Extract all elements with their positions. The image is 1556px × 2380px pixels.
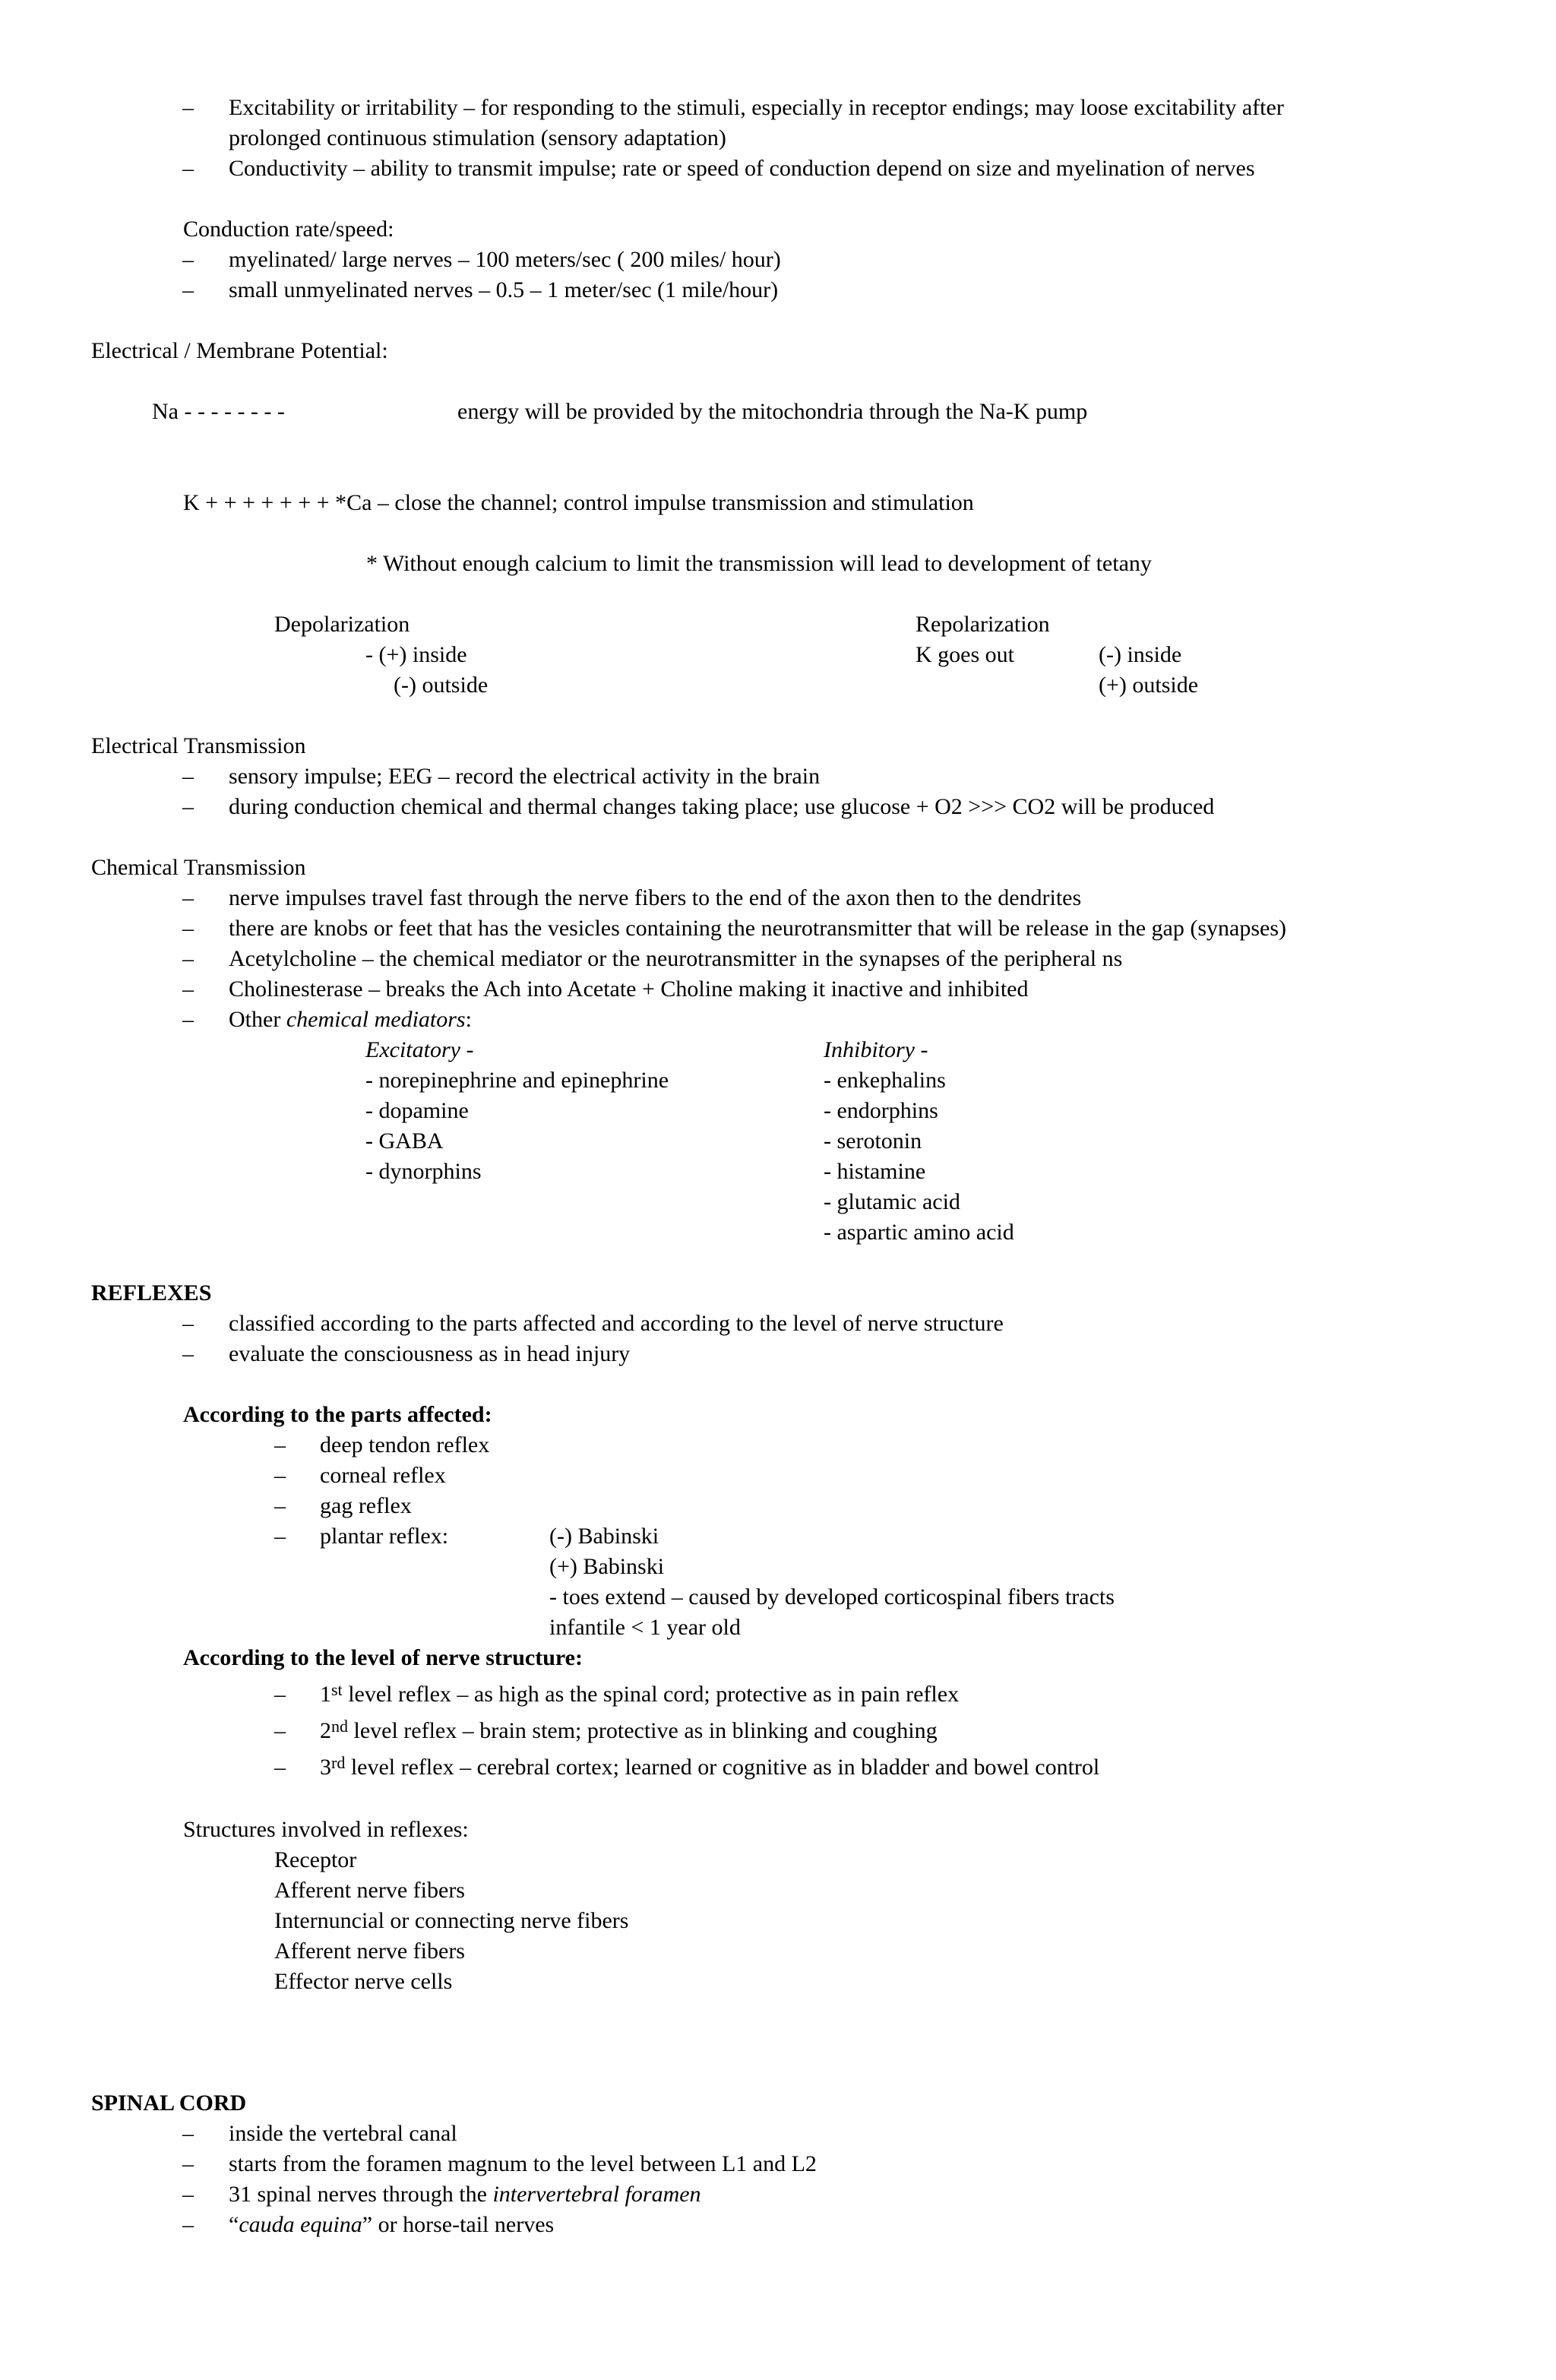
- reflexes-item-2: evaluate the consciousness as in head injury: [229, 1341, 631, 1366]
- level-1-suffix: st: [331, 1680, 343, 1699]
- bullet-dash: –: [274, 1718, 286, 1743]
- level-1-text: level reflex – as high as the spinal cord; protective as in pain reflex: [342, 1682, 960, 1707]
- excitatory-item: - dopamine: [365, 1098, 469, 1123]
- bullet-dash: –: [182, 946, 194, 971]
- k-line: K + + + + + + + *Ca – close the channel; control impulse transmission and stimulation: [183, 490, 974, 515]
- bullet-dash: –: [274, 1524, 286, 1549]
- inhibitory-item: - endorphins: [824, 1098, 938, 1123]
- electrical-item-1: sensory impulse; EEG – record the electrical activity in the brain: [229, 764, 821, 789]
- structure-item: Afferent nerve fibers: [274, 1878, 465, 1903]
- chemical-item-5-emphasis: chemical mediators: [286, 1007, 466, 1032]
- bullet-dash: –: [182, 247, 194, 272]
- bullet-dash: –: [274, 1432, 286, 1457]
- bullet-dash: –: [182, 916, 194, 941]
- bullet-dash: –: [182, 2121, 194, 2146]
- structure-item: Afferent nerve fibers: [274, 1938, 465, 1964]
- bullet-dash: –: [182, 976, 194, 1002]
- bullet-dash: –: [182, 1007, 194, 1032]
- level-2-reflex: [320, 1716, 938, 1746]
- repolarization-k: K goes out: [916, 642, 1014, 667]
- babinski-positive: (+) Babinski: [549, 1554, 665, 1579]
- excitatory-heading: Excitatory -: [365, 1037, 474, 1062]
- bullet-dash: –: [182, 156, 194, 181]
- spinal-item-3-prefix: 31 spinal nerves through the: [229, 2182, 493, 2207]
- electrical-item-2: during conduction chemical and thermal changes taking place; use glucose + O2 >>> CO2 will be produced: [229, 794, 1215, 819]
- bullet-dash: –: [182, 1341, 194, 1366]
- inhibitory-item: - enkephalins: [824, 1068, 946, 1093]
- bullet-dash: –: [182, 794, 194, 819]
- electrical-heading: Electrical Transmission: [91, 733, 306, 758]
- excitatory-item: - dynorphins: [365, 1159, 482, 1184]
- structure-item: Internuncial or connecting nerve fibers: [274, 1908, 629, 1933]
- level-2-number: 2: [320, 1718, 331, 1743]
- na-line: Na - - - - - - - -: [152, 399, 285, 424]
- chemical-heading: Chemical Transmission: [91, 855, 306, 880]
- parts-item: corneal reflex: [320, 1463, 446, 1488]
- level-heading: According to the level of nerve structure:: [183, 1645, 583, 1670]
- spinal-item-4-open-quote: “: [229, 2212, 239, 2237]
- repolarization-inside: (-) inside: [1099, 642, 1182, 667]
- chemical-item-2: there are knobs or feet that has the vesicles containing the neurotransmitter that will be release in the gap (synapses): [229, 916, 1287, 941]
- excitatory-item: - norepinephrine and epinephrine: [365, 1068, 669, 1093]
- spinal-cord-heading: SPINAL CORD: [91, 2090, 247, 2116]
- bullet-dash: –: [182, 95, 194, 120]
- level-3-suffix: rd: [331, 1753, 346, 1772]
- spinal-item-3: [229, 2179, 701, 2210]
- level-1-number: 1: [320, 1682, 331, 1707]
- spinal-item-4: [229, 2210, 554, 2240]
- toes-extend: - toes extend – caused by developed corticospinal fibers tracts: [549, 1584, 1115, 1609]
- chemical-item-3: Acetylcholine – the chemical mediator or the neurotransmitter in the synapses of the peripheral ns: [229, 946, 1123, 971]
- babinski-negative: (-) Babinski: [549, 1524, 659, 1549]
- chemical-item-5-prefix: Other: [229, 1007, 286, 1032]
- inhibitory-heading: Inhibitory -: [824, 1037, 928, 1062]
- bullet-dash: –: [182, 2182, 194, 2207]
- spinal-item-3-emphasis: intervertebral foramen: [492, 2182, 701, 2207]
- inhibitory-item: - aspartic amino acid: [824, 1220, 1014, 1245]
- level-2-suffix: nd: [331, 1717, 348, 1736]
- structure-item: Effector nerve cells: [274, 1969, 453, 1994]
- level-1-reflex: [320, 1679, 959, 1710]
- level-3-number: 3: [320, 1755, 331, 1780]
- chemical-item-4: Cholinesterase – breaks the Ach into Acetate + Choline making it inactive and inhibited: [229, 976, 1029, 1002]
- spinal-item-4-emphasis: cauda equina: [239, 2212, 362, 2237]
- chemical-item-1: nerve impulses travel fast through the nerve fibers to the end of the axon then to the dendrites: [229, 885, 1082, 910]
- parts-item: deep tendon reflex: [320, 1432, 490, 1457]
- bullet-dash: –: [182, 885, 194, 910]
- inhibitory-item: - serotonin: [824, 1128, 922, 1154]
- spinal-item-4-rest: ” or horse-tail nerves: [362, 2212, 555, 2237]
- inhibitory-item: - histamine: [824, 1159, 926, 1184]
- excitability-line-1: Excitability or irritability – for responding to the stimuli, especially in receptor endings; may loose excitability after: [229, 95, 1284, 120]
- reflexes-heading: REFLEXES: [91, 1280, 212, 1306]
- repolarization-heading: Repolarization: [916, 612, 1050, 637]
- unmyelinated-line: small unmyelinated nerves – 0.5 – 1 meter/sec (1 mile/hour): [229, 277, 779, 302]
- excitatory-item: - GABA: [365, 1128, 444, 1154]
- parts-affected-heading: According to the parts affected:: [183, 1402, 492, 1427]
- bullet-dash: –: [182, 2212, 194, 2237]
- infantile-note: infantile < 1 year old: [549, 1615, 741, 1640]
- excitability-line-2: prolonged continuous stimulation (sensory adaptation): [229, 125, 726, 150]
- bullet-dash: –: [182, 764, 194, 789]
- parts-item: gag reflex: [320, 1493, 412, 1518]
- depolarization-outside: (-) outside: [394, 673, 489, 698]
- repolarization-outside: (+) outside: [1099, 673, 1199, 698]
- depolarization-heading: Depolarization: [274, 612, 410, 637]
- inhibitory-item: - glutamic acid: [824, 1189, 960, 1214]
- bullet-dash: –: [182, 2151, 194, 2176]
- spinal-item-2: starts from the foramen magnum to the level between L1 and L2: [229, 2151, 817, 2176]
- bullet-dash: –: [274, 1755, 286, 1780]
- bullet-dash: –: [182, 277, 194, 302]
- parts-item: plantar reflex:: [320, 1524, 449, 1549]
- level-3-text: level reflex – cerebral cortex; learned or cognitive as in bladder and bowel control: [345, 1755, 1100, 1780]
- structure-item: Receptor: [274, 1847, 357, 1872]
- bullet-dash: –: [274, 1493, 286, 1518]
- bullet-dash: –: [274, 1463, 286, 1488]
- reflexes-item-1: classified according to the parts affected and according to the level of nerve structure: [229, 1311, 1004, 1336]
- spinal-item-1: inside the vertebral canal: [229, 2121, 457, 2146]
- calcium-note: * Without enough calcium to limit the transmission will lead to development of tetany: [366, 551, 1152, 576]
- structures-heading: Structures involved in reflexes:: [183, 1817, 469, 1842]
- chemical-item-5: [229, 1005, 472, 1035]
- bullet-dash: –: [274, 1682, 286, 1707]
- membrane-heading: Electrical / Membrane Potential:: [91, 338, 388, 363]
- na-note: energy will be provided by the mitochondria through the Na-K pump: [457, 399, 1088, 424]
- depolarization-inside: - (+) inside: [365, 642, 467, 667]
- conduction-heading: Conduction rate/speed:: [183, 217, 394, 242]
- bullet-dash: –: [182, 1311, 194, 1336]
- level-3-reflex: [320, 1752, 1099, 1783]
- chemical-item-5-suffix: :: [465, 1007, 472, 1032]
- conductivity-line: Conductivity – ability to transmit impulse; rate or speed of conduction depend on size and myelination of nerves: [229, 156, 1255, 181]
- myelinated-line: myelinated/ large nerves – 100 meters/sec ( 200 miles/ hour): [229, 247, 781, 272]
- level-2-text: level reflex – brain stem; protective as in blinking and coughing: [348, 1718, 938, 1743]
